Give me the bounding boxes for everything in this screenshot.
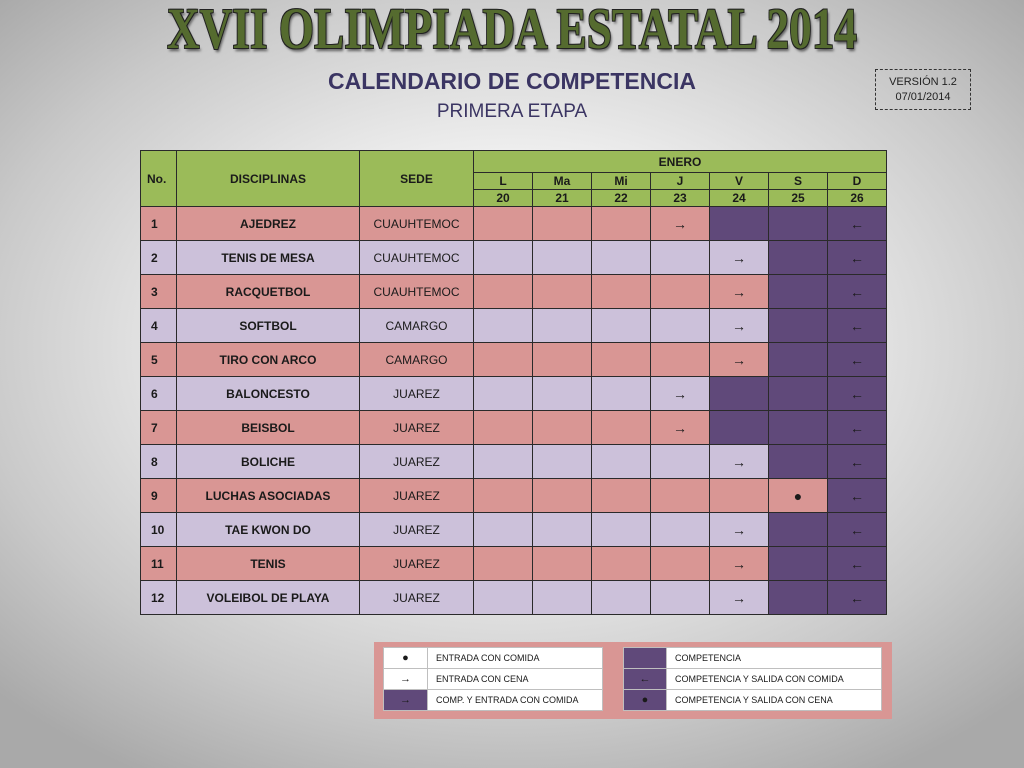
day-letter: J <box>651 173 710 190</box>
header-no: No. <box>141 151 177 207</box>
day-cell <box>710 377 769 411</box>
schedule-table <box>140 150 887 615</box>
legend-label: ENTRADA CON CENA <box>428 669 603 690</box>
day-cell <box>710 309 769 343</box>
legend <box>374 642 892 719</box>
arrow-left-icon: ← <box>850 419 864 436</box>
day-cell <box>651 411 710 445</box>
legend-row <box>384 669 603 690</box>
discipline-name: TAE KWON DO <box>177 513 360 547</box>
day-cell <box>592 343 651 377</box>
day-number: 23 <box>651 190 710 207</box>
day-cell <box>592 513 651 547</box>
day-cell <box>710 275 769 309</box>
day-cell <box>474 309 533 343</box>
day-cell <box>651 241 710 275</box>
venue-name: JUAREZ <box>360 377 474 411</box>
venue-name: JUAREZ <box>360 411 474 445</box>
arrow-left-icon: ← <box>850 453 864 470</box>
arrow-right-icon: → <box>732 453 746 470</box>
arrow-left-icon: ← <box>850 521 864 538</box>
day-letter: Ma <box>533 173 592 190</box>
version-date: 07/01/2014 <box>895 91 951 103</box>
row-number: 9 <box>141 479 177 513</box>
main-title: XVII OLIMPIADA ESTATAL 2014 <box>166 0 858 61</box>
arrow-right-icon: → <box>384 669 428 690</box>
legend-label: ENTRADA CON COMIDA <box>428 648 603 669</box>
version-number: VERSIÓN 1.2 <box>889 76 957 88</box>
arrow-right-icon: → <box>673 419 687 436</box>
header-month: ENERO <box>474 151 887 173</box>
subtitle: CALENDARIO DE COMPETENCIA <box>327 68 696 94</box>
day-cell <box>828 513 887 547</box>
day-cell <box>651 547 710 581</box>
row-number: 12 <box>141 581 177 615</box>
day-cell <box>474 411 533 445</box>
arrow-right-icon: → <box>673 215 687 232</box>
legend-row <box>384 690 603 711</box>
venue-name: CUAUHTEMOC <box>360 207 474 241</box>
day-cell <box>651 343 710 377</box>
header-sede: SEDE <box>360 151 474 207</box>
day-cell <box>533 309 592 343</box>
day-cell <box>769 581 828 615</box>
venue-name: JUAREZ <box>360 445 474 479</box>
day-cell <box>474 377 533 411</box>
day-cell <box>651 207 710 241</box>
day-cell <box>828 207 887 241</box>
venue-name: CAMARGO <box>360 309 474 343</box>
day-cell <box>592 241 651 275</box>
arrow-right-icon: → <box>732 317 746 334</box>
arrow-left-icon: ← <box>850 589 864 606</box>
row-number: 4 <box>141 309 177 343</box>
arrow-right-icon: → <box>673 385 687 402</box>
day-letter: D <box>828 173 887 190</box>
day-cell <box>769 377 828 411</box>
day-cell <box>474 241 533 275</box>
day-cell <box>769 309 828 343</box>
day-cell <box>533 513 592 547</box>
arrow-left-icon: ← <box>850 249 864 266</box>
day-cell <box>828 377 887 411</box>
row-number: 1 <box>141 207 177 241</box>
row-number: 8 <box>141 445 177 479</box>
comp-dot-icon: ● <box>624 690 667 711</box>
day-cell <box>592 377 651 411</box>
legend-label: COMPETENCIA Y SALIDA CON COMIDA <box>667 669 882 690</box>
row-number: 5 <box>141 343 177 377</box>
discipline-name: TIRO CON ARCO <box>177 343 360 377</box>
discipline-name: BEISBOL <box>177 411 360 445</box>
table-row <box>141 513 887 547</box>
day-cell <box>710 547 769 581</box>
day-letter: S <box>769 173 828 190</box>
discipline-name: BOLICHE <box>177 445 360 479</box>
day-cell <box>533 343 592 377</box>
day-cell <box>533 445 592 479</box>
table-row <box>141 581 887 615</box>
legend-row <box>624 669 882 690</box>
day-cell <box>769 547 828 581</box>
legend-row <box>624 648 882 669</box>
day-cell <box>710 343 769 377</box>
day-cell <box>592 547 651 581</box>
day-number: 22 <box>592 190 651 207</box>
table-row <box>141 241 887 275</box>
day-number: 26 <box>828 190 887 207</box>
arrow-left-icon: ← <box>850 555 864 572</box>
discipline-name: LUCHAS ASOCIADAS <box>177 479 360 513</box>
venue-name: JUAREZ <box>360 479 474 513</box>
day-cell <box>592 411 651 445</box>
day-cell <box>651 479 710 513</box>
day-cell <box>828 581 887 615</box>
arrow-left-icon: ← <box>850 385 864 402</box>
arrow-right-icon: → <box>732 351 746 368</box>
day-cell <box>769 513 828 547</box>
day-letter: Mi <box>592 173 651 190</box>
legend-row <box>384 648 603 669</box>
arrow-right-icon: → <box>732 249 746 266</box>
day-cell <box>769 207 828 241</box>
venue-name: JUAREZ <box>360 547 474 581</box>
day-cell <box>592 479 651 513</box>
day-cell <box>828 275 887 309</box>
comp-arrow-left-icon: ← <box>624 669 667 690</box>
day-cell <box>474 479 533 513</box>
day-cell <box>533 207 592 241</box>
discipline-name: BALONCESTO <box>177 377 360 411</box>
day-number: 25 <box>769 190 828 207</box>
venue-name: JUAREZ <box>360 581 474 615</box>
table-row <box>141 207 887 241</box>
legend-label: COMPETENCIA <box>667 648 882 669</box>
day-cell <box>828 547 887 581</box>
day-cell <box>769 343 828 377</box>
table-row <box>141 275 887 309</box>
day-cell <box>592 581 651 615</box>
day-number: 21 <box>533 190 592 207</box>
day-cell <box>710 445 769 479</box>
discipline-name: VOLEIBOL DE PLAYA <box>177 581 360 615</box>
day-cell <box>533 377 592 411</box>
day-cell <box>710 513 769 547</box>
day-cell <box>592 207 651 241</box>
day-cell <box>474 275 533 309</box>
table-row <box>141 479 887 513</box>
day-cell <box>651 581 710 615</box>
discipline-name: AJEDREZ <box>177 207 360 241</box>
table-row <box>141 411 887 445</box>
dot-icon: ● <box>793 487 803 504</box>
table-row <box>141 309 887 343</box>
day-cell <box>474 513 533 547</box>
arrow-left-icon: ← <box>850 215 864 232</box>
day-cell <box>828 241 887 275</box>
day-cell <box>828 309 887 343</box>
arrow-right-icon: → <box>732 521 746 538</box>
discipline-name: TENIS <box>177 547 360 581</box>
competition-swatch-icon <box>624 648 667 669</box>
venue-name: CUAUHTEMOC <box>360 241 474 275</box>
day-cell <box>828 411 887 445</box>
day-cell <box>474 343 533 377</box>
day-cell <box>769 445 828 479</box>
day-number: 20 <box>474 190 533 207</box>
day-cell <box>828 445 887 479</box>
day-cell <box>769 411 828 445</box>
day-cell <box>828 343 887 377</box>
arrow-right-icon: → <box>732 589 746 606</box>
row-number: 6 <box>141 377 177 411</box>
day-cell <box>592 309 651 343</box>
day-cell <box>474 547 533 581</box>
day-cell <box>710 479 769 513</box>
discipline-name: RACQUETBOL <box>177 275 360 309</box>
day-cell <box>710 241 769 275</box>
stage-label: PRIMERA ETAPA <box>436 101 588 122</box>
comp-arrow-right-icon: → <box>384 690 428 711</box>
day-number: 24 <box>710 190 769 207</box>
day-cell <box>769 479 828 513</box>
legend-label: COMP. Y ENTRADA CON COMIDA <box>428 690 603 711</box>
arrow-left-icon: ← <box>850 351 864 368</box>
day-letter: L <box>474 173 533 190</box>
row-number: 7 <box>141 411 177 445</box>
day-cell <box>710 581 769 615</box>
day-cell <box>651 309 710 343</box>
day-cell <box>828 479 887 513</box>
header-disciplinas: DISCIPLINAS <box>177 151 360 207</box>
table-row <box>141 377 887 411</box>
day-cell <box>651 377 710 411</box>
row-number: 3 <box>141 275 177 309</box>
row-number: 10 <box>141 513 177 547</box>
day-cell <box>474 581 533 615</box>
day-cell <box>533 479 592 513</box>
legend-left <box>383 647 603 711</box>
day-cell <box>474 207 533 241</box>
legend-label: COMPETENCIA Y SALIDA CON CENA <box>667 690 882 711</box>
day-cell <box>769 275 828 309</box>
day-cell <box>533 275 592 309</box>
venue-name: CAMARGO <box>360 343 474 377</box>
dot-icon: ● <box>384 648 428 669</box>
version-box <box>875 69 971 110</box>
day-cell <box>710 411 769 445</box>
day-cell <box>592 275 651 309</box>
day-cell <box>533 241 592 275</box>
row-number: 2 <box>141 241 177 275</box>
venue-name: CUAUHTEMOC <box>360 275 474 309</box>
day-cell <box>651 513 710 547</box>
row-number: 11 <box>141 547 177 581</box>
table-row <box>141 343 887 377</box>
table-row <box>141 445 887 479</box>
legend-row <box>624 690 882 711</box>
arrow-right-icon: → <box>732 555 746 572</box>
arrow-left-icon: ← <box>850 487 864 504</box>
day-cell <box>592 445 651 479</box>
discipline-name: SOFTBOL <box>177 309 360 343</box>
arrow-left-icon: ← <box>850 283 864 300</box>
day-cell <box>474 445 533 479</box>
venue-name: JUAREZ <box>360 513 474 547</box>
discipline-name: TENIS DE MESA <box>177 241 360 275</box>
day-cell <box>533 547 592 581</box>
day-cell <box>533 411 592 445</box>
day-cell <box>651 275 710 309</box>
day-cell <box>710 207 769 241</box>
legend-right <box>623 647 882 711</box>
arrow-left-icon: ← <box>850 317 864 334</box>
day-cell <box>533 581 592 615</box>
arrow-right-icon: → <box>732 283 746 300</box>
table-row <box>141 547 887 581</box>
day-cell <box>651 445 710 479</box>
day-cell <box>769 241 828 275</box>
day-letter: V <box>710 173 769 190</box>
